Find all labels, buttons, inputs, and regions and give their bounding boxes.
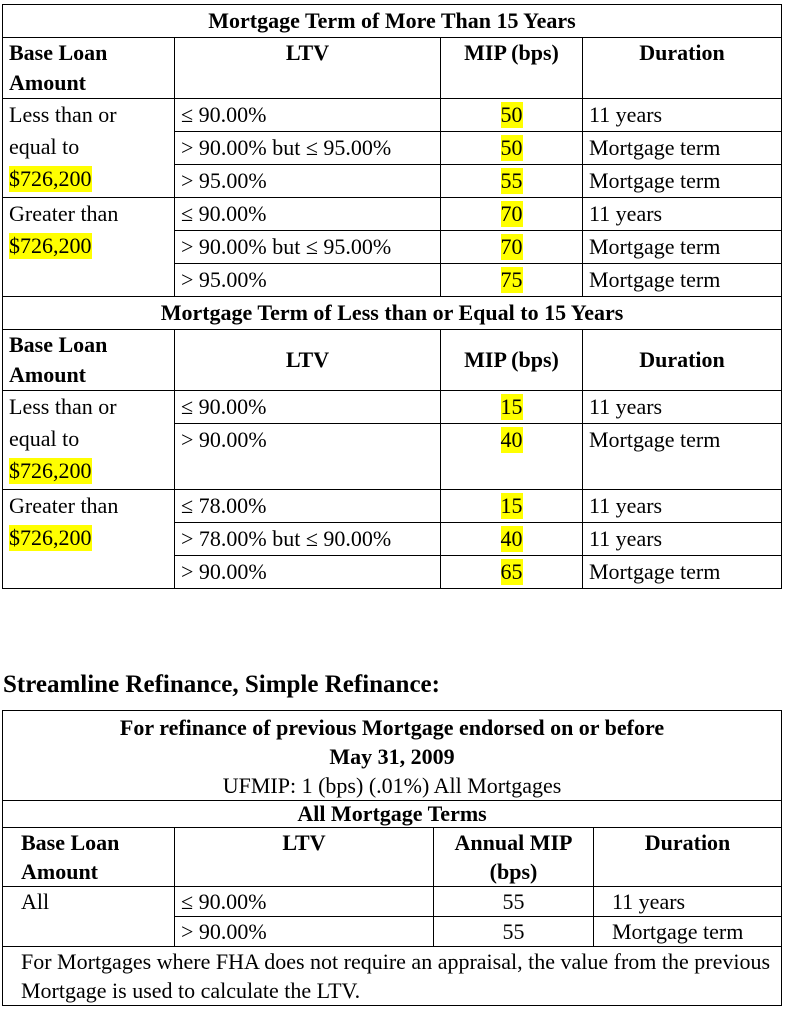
duration-cell: 11 years	[583, 99, 782, 132]
mip-cell: 55	[434, 917, 594, 947]
mip-cell	[441, 231, 583, 264]
ltv-cell: ≤ 90.00%	[175, 391, 441, 424]
ltv-cell: > 90.00%	[175, 556, 441, 589]
header-duration: Duration	[583, 38, 782, 99]
duration-cell: Mortgage term	[583, 556, 782, 589]
duration-cell: Mortgage term	[583, 132, 782, 165]
table-row	[3, 99, 782, 132]
duration-cell: 11 years	[583, 490, 782, 523]
header-mip: MIP (bps)	[441, 330, 583, 391]
mip-table-long-and-short-term	[2, 4, 782, 589]
table-row	[3, 198, 782, 231]
mip-cell	[441, 391, 583, 424]
duration-cell: 11 years	[583, 198, 782, 231]
base-loan-cell	[3, 391, 175, 490]
short-term-header-row	[3, 330, 782, 391]
duration-cell: 11 years	[583, 523, 782, 556]
duration-cell: Mortgage term	[583, 264, 782, 297]
duration-cell: Mortgage term	[583, 165, 782, 198]
base-loan-line: Greater than	[9, 493, 119, 518]
ltv-cell: > 90.00% but ≤ 95.00%	[175, 231, 441, 264]
mip-value: 40	[500, 427, 523, 452]
refinance-intro-line1: For refinance of previous Mortgage endorsed on or before	[119, 715, 665, 740]
mip-cell: 55	[434, 887, 594, 917]
table-row	[3, 887, 782, 917]
duration-cell: 11 years	[594, 887, 782, 917]
all-terms-row	[3, 801, 782, 828]
base-loan-cell: All	[3, 887, 175, 947]
duration-cell: Mortgage term	[583, 231, 782, 264]
header-base-loan-amount: Base Loan Amount	[3, 330, 175, 391]
ltv-cell: > 95.00%	[175, 165, 441, 198]
base-loan-cell	[3, 198, 175, 297]
ltv-cell: ≤ 90.00%	[175, 887, 434, 917]
refinance-mip-table	[2, 710, 782, 1006]
header-annual-mip: Annual MIP (bps)	[434, 828, 594, 887]
mip-cell	[441, 556, 583, 589]
base-loan-cell	[3, 490, 175, 589]
ufmip-note: UFMIP: 1 (bps) (.01%) All Mortgages	[222, 773, 562, 798]
mip-value: 70	[500, 234, 523, 259]
mip-value: 15	[500, 394, 523, 419]
refinance-intro-line2: May 31, 2009	[329, 744, 455, 769]
note-row	[3, 947, 782, 1006]
duration-cell: 11 years	[583, 391, 782, 424]
header-mip: MIP (bps)	[441, 38, 583, 99]
mip-value: 65	[500, 559, 523, 584]
mip-value: 15	[500, 493, 523, 518]
ltv-cell: > 95.00%	[175, 264, 441, 297]
ltv-cell: ≤ 90.00%	[175, 99, 441, 132]
all-mortgage-terms-title: All Mortgage Terms	[3, 801, 782, 828]
mip-cell	[441, 490, 583, 523]
refinance-header-row	[3, 828, 782, 887]
ltv-cell: > 90.00% but ≤ 95.00%	[175, 132, 441, 165]
short-term-title-row	[3, 297, 782, 330]
mip-cell	[441, 424, 583, 490]
mip-cell	[441, 523, 583, 556]
mip-cell	[441, 198, 583, 231]
ltv-cell: > 78.00% but ≤ 90.00%	[175, 523, 441, 556]
mip-cell	[441, 264, 583, 297]
base-loan-line: Less than or	[9, 102, 117, 127]
mip-value: 50	[500, 135, 523, 160]
short-term-title: Mortgage Term of Less than or Equal to 15 Years	[3, 297, 782, 330]
base-loan-amount-highlight: $726,200	[9, 525, 92, 550]
mip-cell	[441, 99, 583, 132]
base-loan-amount-highlight: $726,200	[9, 458, 92, 483]
base-loan-line: Greater than	[9, 201, 119, 226]
header-ltv: LTV	[175, 828, 434, 887]
ltv-cell: ≤ 90.00%	[175, 198, 441, 231]
header-duration: Duration	[594, 828, 782, 887]
base-loan-line: equal to	[9, 426, 80, 451]
mip-cell	[441, 165, 583, 198]
duration-cell: Mortgage term	[594, 917, 782, 947]
table-row	[3, 391, 782, 424]
mip-value: 70	[500, 201, 523, 226]
mip-cell	[441, 132, 583, 165]
mip-value: 50	[500, 102, 523, 127]
base-loan-amount-highlight: $726,200	[9, 166, 92, 191]
refinance-intro-cell	[3, 711, 782, 801]
header-ltv: LTV	[175, 38, 441, 99]
table-row	[3, 490, 782, 523]
header-duration: Duration	[583, 330, 782, 391]
base-loan-cell	[3, 99, 175, 198]
base-loan-amount-highlight: $726,200	[9, 233, 92, 258]
base-loan-line: equal to	[9, 134, 80, 159]
long-term-header-row	[3, 38, 782, 99]
ltv-cell: ≤ 78.00%	[175, 490, 441, 523]
long-term-title: Mortgage Term of More Than 15 Years	[3, 5, 782, 38]
refinance-heading: Streamline Refinance, Simple Refinance:	[3, 671, 440, 698]
duration-cell: Mortgage term	[583, 424, 782, 490]
long-term-title-row	[3, 5, 782, 38]
refinance-intro-row	[3, 711, 782, 801]
header-base-loan-amount: Base Loan Amount	[3, 38, 175, 99]
ltv-cell: > 90.00%	[175, 424, 441, 490]
header-ltv: LTV	[175, 330, 441, 391]
mip-value: 55	[500, 168, 523, 193]
mip-value: 40	[500, 526, 523, 551]
header-base-loan-amount: Base Loan Amount	[3, 828, 175, 887]
base-loan-line: Less than or	[9, 394, 117, 419]
ltv-cell: > 90.00%	[175, 917, 434, 947]
mip-value: 75	[500, 267, 523, 292]
appraisal-note: For Mortgages where FHA does not require an appraisal, the value from the previous Mortgage is used to calculate the LTV.	[3, 947, 782, 1006]
